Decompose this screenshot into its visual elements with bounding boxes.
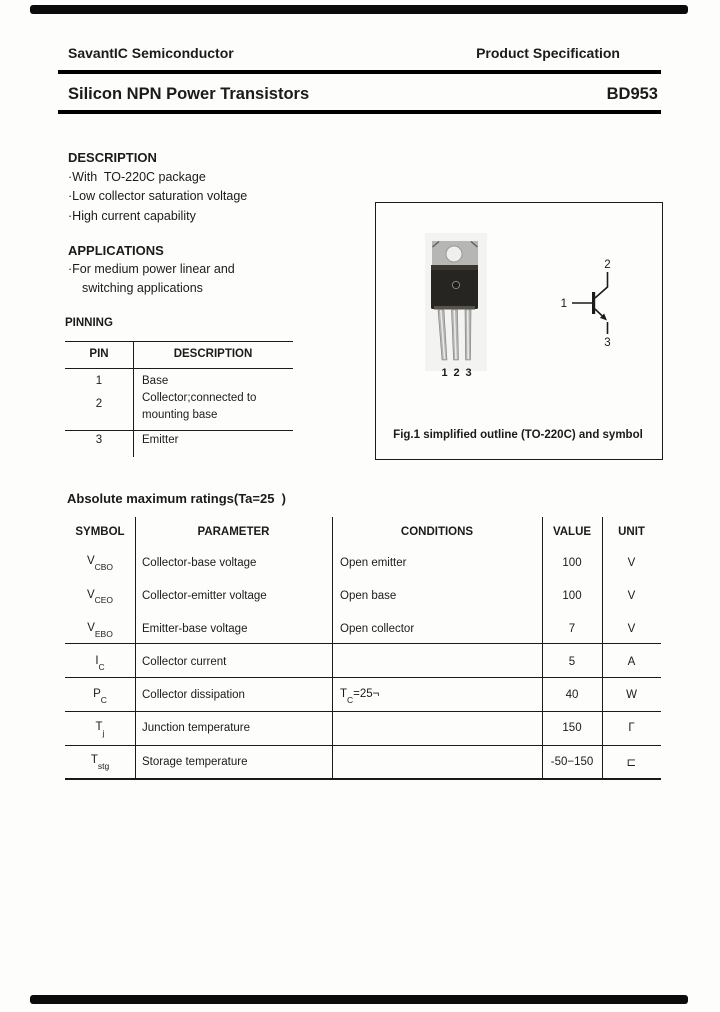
tab-hole (446, 246, 462, 262)
ratings-unit: V (627, 556, 636, 569)
package-pin-label: 2 (453, 367, 460, 379)
title-rule (58, 110, 661, 114)
symbol-collector-label: 2 (604, 259, 611, 271)
product-specification-label: Product Specification (476, 45, 620, 61)
ratings-vline (542, 517, 543, 778)
description-item: ·With TO-220C package (68, 170, 206, 184)
npn-transistor-symbol-icon (572, 272, 608, 334)
ratings-parameter: Storage temperature (142, 755, 248, 768)
pin-description: Emitter (142, 434, 179, 446)
ratings-symbol: $V_{CEO}$ (86, 588, 114, 606)
package-pin-label: 3 (465, 367, 472, 379)
pin-number: 1 (95, 375, 103, 387)
scan-edge-bar-bottom (30, 995, 688, 1004)
figure-box (375, 202, 663, 460)
ratings-table-row (65, 712, 661, 745)
applications-item: ·For medium power linear and (68, 262, 235, 276)
ratings-col-value: VALUE (552, 525, 592, 538)
pin-number: 3 (95, 434, 103, 446)
ratings-symbol: $T_{stg}$ (90, 754, 110, 772)
ratings-value: 7 (568, 622, 576, 635)
ratings-col-symbol: SYMBOL (75, 525, 125, 538)
ratings-header-row (65, 517, 661, 546)
part-number: BD953 (606, 85, 658, 103)
ratings-condition: Open collector (340, 622, 415, 635)
header-rule (58, 70, 661, 74)
applications-list (68, 260, 235, 299)
ratings-table-row (65, 646, 661, 679)
figure-drawing (376, 203, 660, 457)
ratings-unit: Γ (628, 722, 635, 735)
ratings-condition: $T_C=25\neg$ (340, 688, 380, 705)
ratings-symbol: $T_j$ (95, 721, 105, 739)
scan-edge-bar-top (30, 5, 688, 14)
symbol-base-label: 1 (560, 298, 567, 310)
ratings-value: 100 (562, 589, 582, 602)
ratings-parameter: Collector dissipation (142, 689, 245, 702)
ratings-value: 40 (565, 689, 579, 702)
ratings-value: 100 (562, 556, 582, 569)
pinning-heading: PINNING (65, 317, 113, 329)
ratings-hline (65, 677, 661, 678)
ratings-parameter: Collector-base voltage (142, 556, 257, 569)
ratings-unit: V (627, 622, 636, 635)
pinning-line-row (65, 430, 293, 431)
ratings-unit: A (627, 656, 636, 669)
company-name: SavantIC Semiconductor (68, 45, 234, 61)
applications-heading: APPLICATIONS (68, 243, 164, 258)
ratings-vline (135, 517, 136, 778)
ratings-parameter: Collector current (142, 656, 227, 669)
ratings-heading: Absolute maximum ratings(Ta=25 ) (67, 491, 287, 506)
description-list (68, 168, 247, 226)
page-title: Silicon NPN Power Transistors (68, 85, 310, 103)
ratings-value: -50−150 (550, 755, 594, 768)
pinning-line-top (65, 341, 293, 342)
ratings-hline (65, 745, 661, 746)
ratings-table-row (65, 679, 661, 712)
ratings-table-row (65, 745, 661, 778)
symbol-emitter-label: 3 (604, 337, 611, 349)
ratings-parameter: Collector-emitter voltage (142, 589, 267, 602)
ratings-hline (65, 711, 661, 712)
package-pin-label: 1 (441, 367, 448, 379)
ratings-value: 5 (568, 656, 576, 669)
ratings-vline (332, 517, 333, 778)
pinning-line-header (65, 368, 293, 369)
pin-description: Collector;connected to mounting base (142, 392, 257, 421)
ratings-hline-bottom (65, 778, 661, 780)
ratings-table-row (65, 579, 661, 612)
ratings-symbol: $I_C$ (95, 654, 105, 672)
pinning-col-pin: PIN (89, 348, 109, 360)
ratings-col-parameter: PARAMETER (197, 525, 270, 538)
ratings-col-conditions: CONDITIONS (400, 525, 474, 538)
body-marking (452, 281, 459, 288)
ratings-table-row (65, 612, 661, 645)
ratings-condition: Open emitter (340, 556, 407, 569)
ratings-symbol: $P_C$ (93, 688, 107, 705)
ratings-symbol: $V_{CBO}$ (86, 555, 114, 573)
ratings-unit: W (626, 689, 637, 702)
applications-item: switching applications (82, 281, 203, 296)
ratings-parameter: Emitter-base voltage (142, 622, 248, 635)
ratings-vline (602, 517, 603, 778)
ratings-condition: Open base (340, 589, 397, 602)
pin-description: Base (142, 375, 169, 387)
description-item: ·High current capability (68, 208, 196, 223)
description-item: ·Low collector saturation voltage (68, 189, 248, 204)
figure-caption: Fig.1 simplified outline (TO-220C) and symbol (393, 429, 643, 441)
ratings-unit: ⊏ (626, 756, 637, 769)
ratings-table-row (65, 546, 661, 579)
ratings-symbol: $V_{EBO}$ (87, 621, 113, 639)
ratings-hline (65, 643, 661, 644)
pin-number: 2 (95, 398, 103, 410)
pinning-col-description: DESCRIPTION (173, 348, 253, 360)
ratings-col-unit: UNIT (618, 525, 645, 538)
ratings-unit: V (627, 589, 636, 602)
ratings-parameter: Junction temperature (142, 722, 251, 735)
description-heading: DESCRIPTION (68, 150, 157, 165)
ratings-value: 150 (562, 722, 582, 735)
